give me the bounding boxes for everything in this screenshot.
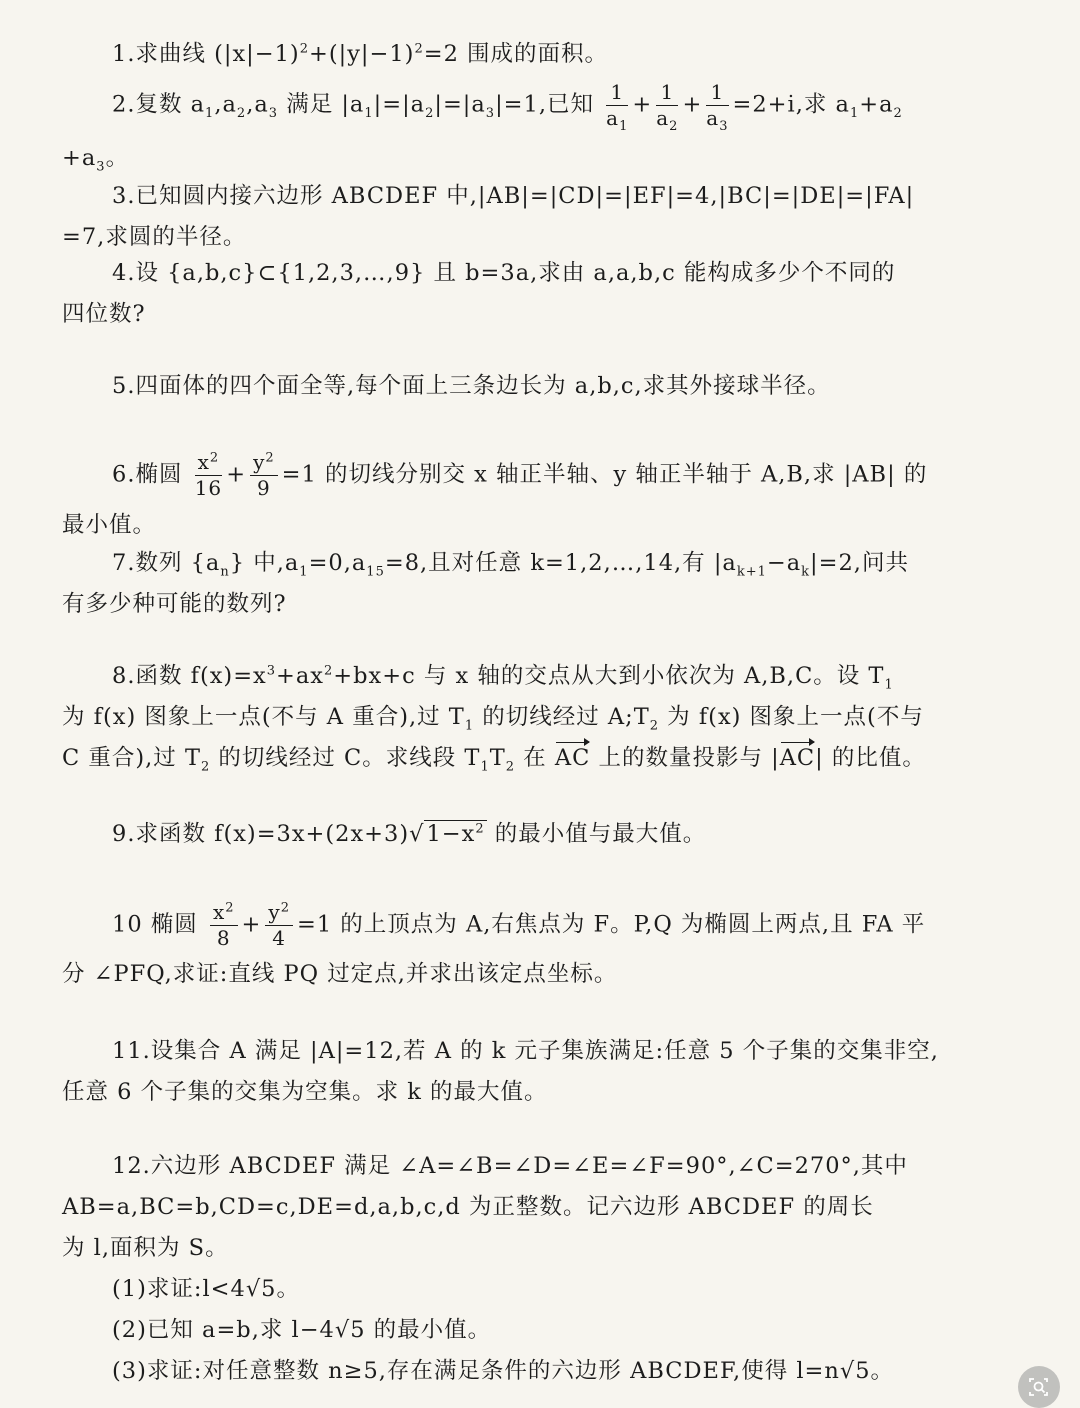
problem-10-cont: 分 ∠PFQ,求证:直线 PQ 过定点,并求出该定点坐标。 [62, 961, 618, 987]
problem-12: 12.六边形 ABCDEF 满足 ∠A=∠B=∠D=∠E=∠F=90°,∠C=270°,其中 AB=a,BC=b,CD=c,DE=d,a,b,c,d 为正整数。记六边形 ABCDEF 的周长 为 l,面积为 S。 (1)求证:l<4√5。 (2)已知 a=b,求 l−4√5 的最小值。 (3)求证:对任意整数 n≥5,存在满足条件的六边形 ABCDEF,使得 l=n√5。 [62, 1153, 908, 1384]
image-search-icon[interactable] [1018, 1366, 1060, 1408]
problem-5: 5.四面体的四个面全等,每个面上三条边长为 a,b,c,求其外接球半径。 [112, 373, 831, 399]
magnifier-icon [1027, 1375, 1051, 1399]
problem-11: 11.设集合 A 满足 |A|=12,若 A 的 k 元子集族满足:任意 5 个子集的交集非空, 任意 6 个子集的交集为空集。求 k 的最大值。 [62, 1038, 939, 1105]
fraction-x2-8: $\frac{x^2}{8}$ [210, 902, 238, 949]
fraction-1-over-a1: $\frac{1}{a_1}$ [606, 80, 629, 134]
problem-6: 6.椭圆 $\frac{x^2}{16}$ + $\frac{y^2}{9}$ =1 的切线分别交 x 轴正半轴、y 轴正半轴于 A,B,求 |AB| 的 [112, 450, 928, 500]
problem-4: 4.设 {a,b,c}⊂{1,2,3,…,9} 且 b=3a,求由 a,a,b,c 能构成多少个不同的 四位数? [62, 260, 896, 327]
problem-2: 2.复数 $a_1,a_2,a_3$ 满足 $|a_1|=|a_2|=|a_3|=1$,已知 $\frac{1}{a_1}$ + $\frac{1}{a_2}$ + $\frac{1}{a_3}$ =2+i,求 $a_1+a_2$ [112, 80, 903, 134]
problem-6-cont: 最小值。 [62, 512, 157, 538]
vector-ac-abs: AC [780, 738, 815, 779]
problem-9: 9.求函数 $f(x)=3x+(2x+3)√1-x^2$ 的最小值与最大值。 [112, 821, 707, 847]
vector-ac: AC [555, 738, 590, 779]
fraction-y2-4: $\frac{y^2}{4}$ [265, 902, 293, 949]
fraction-y2-9: $\frac{y^2}{9}$ [250, 452, 278, 499]
problem-3: 3.已知圆内接六边形 ABCDEF 中,|AB|=|CD|=|EF|=4,|BC|=|DE|=|FA| =7,求圆的半径。 [62, 183, 915, 250]
problem-2-cont: $+a_3$。 [62, 145, 130, 175]
fraction-1-over-a3: $\frac{1}{a_3}$ [706, 80, 729, 134]
fraction-x2-16: $\frac{x^2}{16}$ [194, 450, 223, 500]
problem-10: 10 椭圆 $\frac{x^2}{8}$ + $\frac{y^2}{4}$ =1 的上顶点为 A,右焦点为 F。P,Q 为椭圆上两点,且 FA 平 [112, 900, 926, 950]
problem-1: 1.求曲线 $(|x|-1)^2+(|y|-1)^2=2$ 围成的面积。 [112, 41, 609, 67]
fraction-1-over-a2: $\frac{1}{a_2}$ [656, 80, 679, 134]
problem-8: 8.函数 $f(x)=x^3+ax^2+bx+c$ 与 x 轴的交点从大到小依次为 A,B,C。设 $T_1$ 为 f(x) 图象上一点(不与 A 重合),过 $T_1$ 的切线经过 $A;T_2$ 为 f(x) 图象上一点(不与 C 重合),过 $T_2$ 的切线经过 C。求线段 $T_1T_2$ 在 AC 上的数量投影与 |AC| 的比值。 [62, 656, 1010, 779]
problem-7: 7.数列 $\{a_n\}$ 中$,a_1=0,a_{15}=8$,且对任意 k=1,2,…,14,有 $|a_{k+1}-a_k|=2$,问共 有多少种可能的数列? [62, 550, 909, 617]
